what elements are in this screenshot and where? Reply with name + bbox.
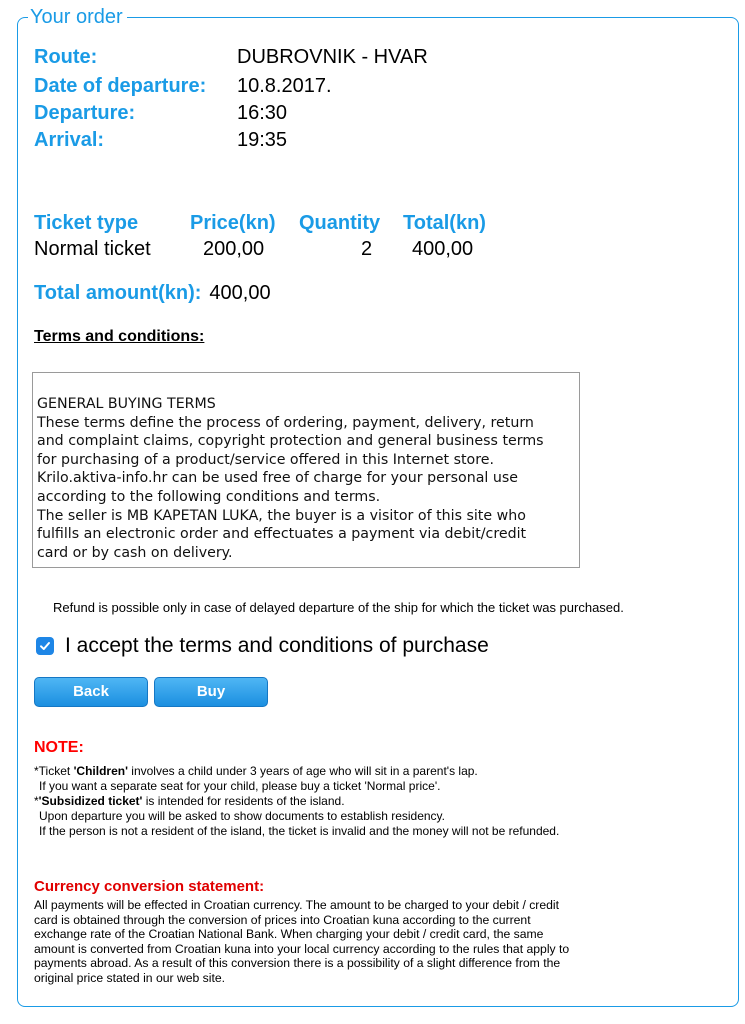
note-text-part: is intended for residents of the island. xyxy=(142,794,345,808)
currency-line: payments abroad. As a result of this conversion there is a possibility of a slight difference from the xyxy=(34,956,561,971)
currency-title: Currency conversion statement: xyxy=(34,878,265,895)
terms-textarea[interactable] xyxy=(32,372,580,568)
terms-line: The seller is MB KAPETAN LUKA, the buyer is a visitor of this site who xyxy=(37,507,526,524)
currency-line: original price stated in our web site. xyxy=(34,970,226,985)
date-value: 10.8.2017. xyxy=(237,75,332,97)
terms-line: for purchasing of a product/service offered in this Internet store. xyxy=(37,451,494,468)
note-text xyxy=(34,764,559,839)
arrival-row xyxy=(34,128,288,152)
arrival-label: Arrival: xyxy=(34,129,105,151)
note-text-part: involves a child under 3 years of age who will sit in a parent's lap. xyxy=(127,764,478,778)
note-text-part: *Ticket xyxy=(34,764,74,778)
terms-line: GENERAL BUYING TERMS xyxy=(37,396,216,412)
note-title: NOTE: xyxy=(34,739,84,756)
note-line: Upon departure you will be asked to show documents to establish residency. xyxy=(39,809,446,823)
accept-terms-label: I accept the terms and conditions of purchase xyxy=(65,634,489,657)
terms-line: and complaint claims, copyright protection and general business terms xyxy=(37,433,544,450)
checkmark-icon xyxy=(39,640,51,652)
table-header-price: Price(kn) xyxy=(190,212,276,234)
currency-line: card is obtained through the conversion of prices into Croatian kuna according to the current xyxy=(34,912,531,927)
accept-terms-checkbox[interactable] xyxy=(36,637,54,655)
back-button[interactable]: Back xyxy=(34,677,148,707)
departure-label: Departure: xyxy=(34,102,136,124)
ticket-total-cell: 400,00 xyxy=(412,238,474,260)
route-label: Route: xyxy=(34,46,98,68)
currency-line: exchange rate of the Croatian National Bank. When charging your debit / credit card, the same xyxy=(34,927,544,942)
ticket-quantity-cell: 2 xyxy=(361,238,373,260)
note-children-term: 'Children' xyxy=(73,764,128,778)
currency-line: All payments will be effected in Croatian currency. The amount to be charged to your debit / credit xyxy=(34,898,560,912)
table-header-type: Ticket type xyxy=(34,212,139,234)
route-row xyxy=(34,45,428,69)
currency-statement xyxy=(34,898,569,986)
order-panel-legend: Your order xyxy=(28,6,127,28)
terms-line: according to the following conditions and terms. xyxy=(37,488,381,505)
terms-title: Terms and conditions: xyxy=(34,328,205,345)
route-value: DUBROVNIK - HVAR xyxy=(237,46,428,68)
arrival-value: 19:35 xyxy=(237,129,288,151)
note-subsidized-term: 'Subsidized ticket' xyxy=(38,794,143,808)
ticket-type-cell: Normal ticket xyxy=(34,238,151,260)
terms-line: card or by cash on delivery. xyxy=(37,544,233,561)
note-line: If the person is not a resident of the island, the ticket is invalid and the money will not be refunded. xyxy=(39,824,560,838)
accept-terms-row[interactable] xyxy=(36,634,489,658)
departure-value: 16:30 xyxy=(237,102,288,124)
terms-line: Krilo.aktiva-info.hr can be used free of charge for your personal use xyxy=(37,470,518,487)
table-header-total: Total(kn) xyxy=(403,212,486,234)
total-amount-value: 400,00 xyxy=(209,282,271,304)
currency-line: amount is converted from Croatian kuna into your local currency according to the rules that apply to xyxy=(34,941,570,956)
refund-notice: Refund is possible only in case of delayed departure of the ship for which the ticket was purchased. xyxy=(53,600,624,615)
total-amount-row xyxy=(34,282,271,305)
terms-line: fulfills an electronic order and effectuates a payment via debit/credit xyxy=(37,526,527,543)
table-header-quantity: Quantity xyxy=(299,212,381,234)
departure-row xyxy=(34,101,288,125)
total-amount-label: Total amount(kn): xyxy=(34,282,202,304)
date-row xyxy=(34,74,332,98)
date-label: Date of departure: xyxy=(34,75,207,97)
ticket-price-cell: 200,00 xyxy=(203,238,265,260)
note-line: If you want a separate seat for your child, please buy a ticket 'Normal price'. xyxy=(39,779,441,793)
buy-button[interactable]: Buy xyxy=(154,677,268,707)
note-text-part: * xyxy=(34,794,39,808)
terms-line: These terms define the process of ordering, payment, delivery, return xyxy=(37,414,534,431)
